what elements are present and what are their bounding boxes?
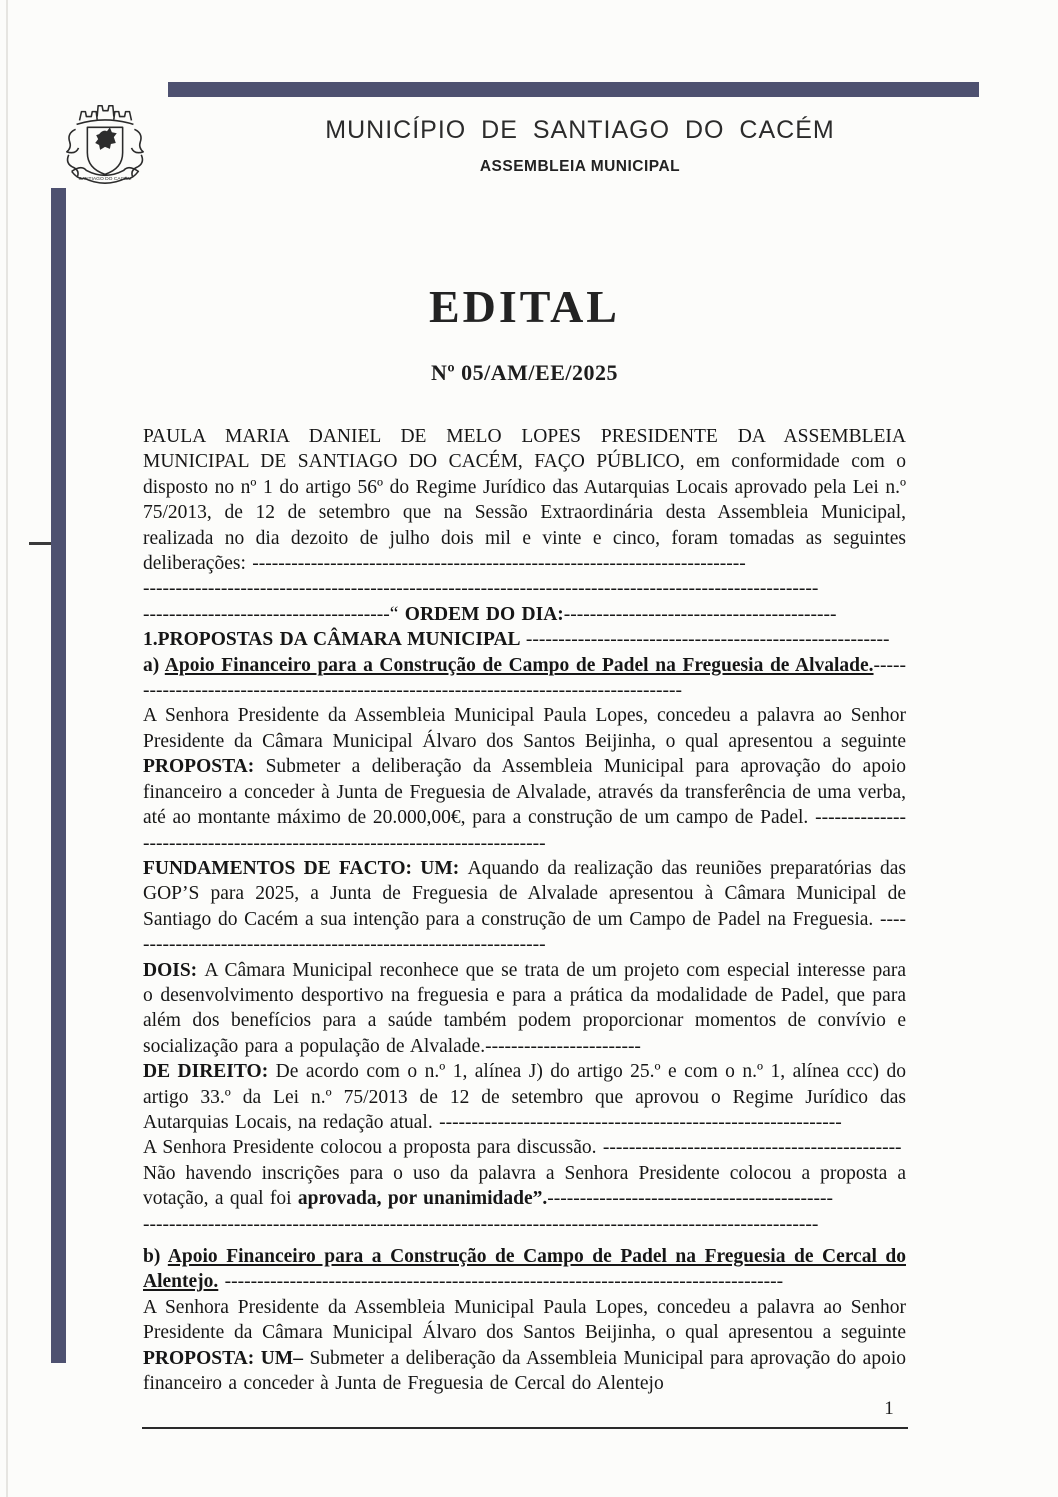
municipal-coat-of-arms-icon	[56, 94, 154, 192]
department-name: ASSEMBLEIA MUNICIPAL	[479, 158, 681, 175]
left-margin-bar	[51, 188, 66, 1363]
left-margin-tick	[29, 542, 51, 545]
item-b-heading: b) Apoio Financeiro para a Construção de Campo de Padel na Freguesia de Cercal do Alentejo. --------------------------------------------------------------------------------------	[143, 1246, 906, 1293]
item-a-heading: a) Apoio Financeiro para a Construção de Campo de Padel na Freguesia de Alvalade.----------------------------------------------------------------------------------------	[143, 654, 906, 702]
voting-result: Não havendo inscrições para o uso da palavra a Senhora Presidente colocou a proposta a votação, a qual foi aprovada, por unanimidade”.--------------------------------------------	[143, 1162, 906, 1210]
knight-emblem	[95, 127, 117, 150]
document-number: Nº 05/AM/EE/2025	[431, 360, 618, 385]
separator-line: --------------------------------------------------------------------------------------------------------	[143, 1213, 819, 1235]
fundamentos-de-facto: FUNDAMENTOS DE FACTO: UM: Aquando da realização das reuniões preparatórias das GOP’S para 2025, a Junta de Freguesia de Alvalade apresentou à Câmara Municipal de Santiago do Cacém a sua intenção para a construção de um Campo de Padel na Freguesia. ------------------------------------------------------------------	[143, 857, 906, 956]
separator-line: --------------------------------------------------------------------------------------------------------	[143, 578, 819, 600]
document-title: EDITAL	[429, 281, 620, 332]
document-body	[143, 424, 906, 1396]
footer-rule	[142, 1427, 908, 1429]
propostas-camara-heading: 1.PROPOSTAS DA CÂMARA MUNICIPAL --------------------------------------------------------	[143, 629, 890, 651]
scan-edge-artifact	[6, 0, 8, 1497]
discussion-line: A Senhora Presidente colocou a proposta para discussão. ----------------------------------------------	[143, 1137, 902, 1159]
coat-of-arms-banner-text: SANTIAGO DO CACÉM	[78, 176, 132, 182]
municipality-name: MUNICÍPIO DE SANTIAGO DO CACÉM	[325, 116, 835, 144]
ordem-do-dia-heading: --------------------------------------“ ORDEM DO DIA:------------------------------------------	[143, 603, 837, 625]
page-number: 1	[884, 1398, 894, 1419]
fundamentos-dois: DOIS: A Câmara Municipal reconhece que se trata de um projeto com especial interesse para o desenvolvimento desportivo na freguesia e para a prática da modalidade de Padel, que para além dos benefícios para a saúde também podem proporcionar momentos de convívio e socialização para a população de Alvalade.------------------------	[143, 959, 906, 1057]
item-a-proposal: A Senhora Presidente da Assembleia Municipal Paula Lopes, concedeu a palavra ao Senhor Presidente da Câmara Municipal Álvaro dos Santos Beijinha, o qual apresentou a seguinte PROPOSTA: Submeter a deliberação da Assembleia Municipal para aprovação do apoio financeiro a conceder à Junta de Freguesia de Alvalade, através da transferência de uma verba, até ao montante máximo de 20.000,00€, para a construção de um campo de Padel. ----------------------------------------------------------------------------	[143, 705, 906, 854]
intro-paragraph: PAULA MARIA DANIEL DE MELO LOPES PRESIDENTE DA ASSEMBLEIA MUNICIPAL DE SANTIAGO DO CACÉM, FAÇO PÚBLICO, em conformidade com o disposto no nº 1 do artigo 56º do Regime Jurídico das Autarquias Locais aprovado pela Lei n.º 75/2013, de 12 de setembro que na Sessão Extraordinária desta Assembleia Municipal, realizada no dia dezoito de julho dois mil e vinte e cinco, foram tomadas as seguintes deliberações: ----------------------------------------------------------------------------	[143, 426, 906, 575]
header-rule-bar	[168, 82, 979, 97]
de-direito: DE DIREITO: De acordo com o n.º 1, alínea J) do artigo 25.º e com o n.º 1, alínea ccc) do artigo 33.º da Lei n.º 75/2013 de 12 de setembro que aprovou o Regime Jurídico das Autarquias Locais, na redação atual. --------------------------------------------------------------	[143, 1061, 906, 1133]
item-b-proposal: A Senhora Presidente da Assembleia Municipal Paula Lopes, concedeu a palavra ao Senhor Presidente da Câmara Municipal Álvaro dos Santos Beijinha, o qual apresentou a seguinte PROPOSTA: UM– Submeter a deliberação da Assembleia Municipal para aprovação do apoio financeiro a conceder à Junta de Freguesia de Cercal do Alentejo	[143, 1296, 906, 1395]
